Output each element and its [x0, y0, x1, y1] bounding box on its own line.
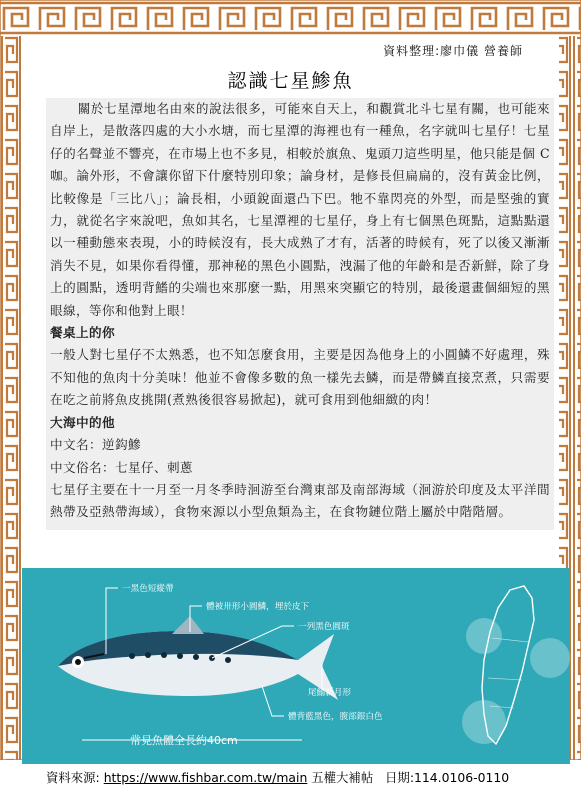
- footer: [46, 768, 509, 786]
- chinese-name-line: 中文名：逆鈎鰺: [50, 437, 141, 453]
- migration-paragraph: 七星仔主要在十一月至一月冬季時洄游至台灣東部及南部海域（洄游於印度及太平洋間熱帶及亞熱帶海域），食物來源以小型魚類為主，在食物鏈位階上屬於中階階層。: [50, 481, 550, 520]
- source-link[interactable]: https://www.fishbar.com.tw/main: [103, 770, 308, 785]
- article-body: [46, 98, 554, 530]
- label-scales: 體被卅形小圓鱗，埋於皮下: [206, 602, 310, 612]
- label-eye-stripe: 一黑色短縱帶: [122, 584, 174, 594]
- taiwan-map-icon: [462, 586, 570, 744]
- page-title: 認識七星鯵魚: [227, 70, 354, 92]
- fish-illustration-banner: [22, 568, 570, 764]
- place-label: 五權大補帖: [311, 770, 374, 785]
- source-label: 資料來源:: [46, 770, 100, 785]
- fish-icon: [58, 616, 338, 700]
- section-heading-table: 餐桌上的你: [50, 325, 115, 341]
- section-heading-sea: 大海中的他: [50, 414, 115, 430]
- author-credit: 資料整理:廖巾儀 營養師: [383, 44, 523, 58]
- label-length: 常見魚體全長約40cm: [130, 734, 238, 747]
- label-spots: 一列黑色圓斑: [298, 622, 350, 632]
- intro-paragraph: 關於七星潭地名由來的說法很多，可能來自天上，和觀賞北斗七星有關，也可能來自岸上，是散落四處的大小水塘，而七星潭的海裡也有一種魚，名字就叫七星仔！七星仔的名聲並不響亮，在市場上也不多見，相較於旗魚、鬼頭刀這些明星，他只能是個 C 咖。論外形，不會讓你留下什麼特別印象；論身材，是修長但扁扁的，沒有黃金比例，比較像是「三比八」；論長相，小頭銳面還凸下巴。牠不靠閃亮的外型，而是堅強的實力，就從名字來說吧，魚如其名，七星潭裡的七星仔，身上有七個黑色斑點，這點點還以一種動態來表現，小的時候沒有，長大成熟了才有，活著的時候有，死了以後又漸漸消失不見，如果你看得懂，那神秘的黑色小圓點，洩漏了他的年齡和是否新鮮，除了身上的圓點，透明背鰭的尖端也來那麼一點，用黑來突顯它的特別，最後還畫個細短的黑眼線，等你和他對上眼！: [50, 101, 550, 318]
- date-label: 日期:114.0106-0110: [385, 770, 510, 785]
- common-name-line: 中文俗名：七星仔、刺蔥: [50, 459, 193, 475]
- fish-illustration: [22, 568, 570, 764]
- table-paragraph: 一般人對七星仔不太熟悉，也不知怎麼食用，主要是因為他身上的小圓鱗不好處理，殊不知他的魚肉十分美味！他並不會像多數的魚一樣先去鱗，而是帶鱗直接烹煮，只需要在吃之前將魚皮挑開(煮熟後很容易掀起)，就可食用到他細緻的肉！: [50, 347, 550, 408]
- label-belly: 體背藍黑色，腹部銀白色: [288, 712, 383, 722]
- label-tail: 尾鰭新月形: [308, 688, 351, 698]
